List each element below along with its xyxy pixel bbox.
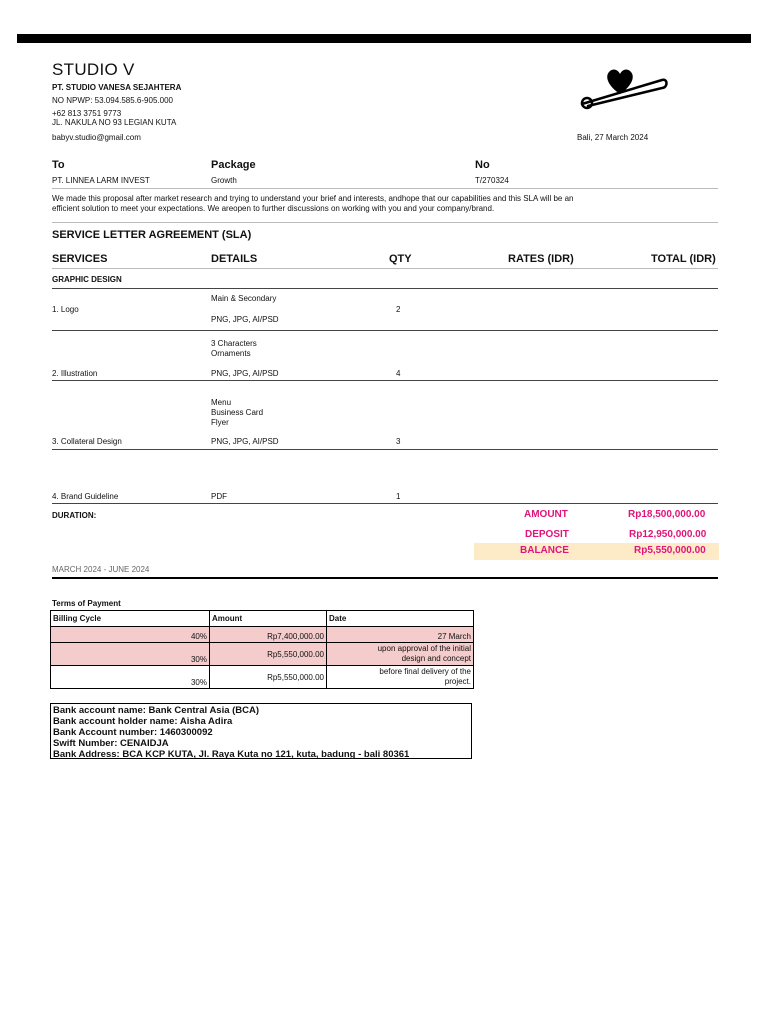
bank-account-name: Bank account name: Bank Central Asia (BCA) (53, 705, 260, 716)
col-details: DETAILS (211, 253, 258, 265)
service-qty: 2 (396, 305, 401, 314)
document-date: Bali, 27 March 2024 (577, 133, 649, 142)
amount-label: AMOUNT (524, 509, 568, 520)
billing-cycle: 30% (51, 643, 210, 666)
intro-line-2: efficient solution to meet your expectations. We areopen to further discussions on working with you and your company/brand. (52, 204, 495, 213)
terms-header: Amount (210, 611, 327, 627)
sla-title: SERVICE LETTER AGREEMENT (SLA) (52, 229, 252, 241)
service-qty: 1 (396, 492, 401, 501)
no-label: No (475, 159, 490, 171)
divider (52, 268, 718, 269)
service-detail: PDF (211, 492, 227, 501)
service-detail: Ornaments (211, 349, 251, 358)
phone: +62 813 3751 9773 (52, 109, 122, 118)
billing-date (327, 666, 474, 689)
intro-line-1: We made this proposal after market research and trying to understand your brief and interests, andhope that our capabilities and this SLA will be an (52, 194, 574, 203)
package-label: Package (211, 159, 256, 171)
to-label: To (52, 159, 65, 171)
service-detail: Business Card (211, 408, 264, 417)
service-name: 2. Illustration (52, 369, 98, 378)
billing-date (327, 643, 474, 666)
service-name: 1. Logo (52, 305, 79, 314)
package-value: Growth (211, 176, 237, 185)
service-name: 3. Collateral Design (52, 437, 122, 446)
billing-cycle: 30% (51, 666, 210, 689)
npwp: NO NPWP: 53.094.585.6-905.000 (52, 96, 173, 105)
billing-date-line: upon approval of the initial (377, 644, 471, 653)
duration-value: MARCH 2024 - JUNE 2024 (52, 565, 150, 574)
col-qty: QTY (389, 253, 412, 265)
divider (52, 222, 718, 223)
service-detail: PNG, JPG, AI/PSD (211, 315, 279, 324)
divider (52, 503, 718, 504)
company-name: PT. STUDIO VANESA SEJAHTERA (52, 83, 182, 92)
billing-date: 27 March (327, 627, 474, 643)
no-value: T/270324 (475, 176, 509, 185)
terms-header: Date (327, 611, 474, 627)
billing-amount: Rp5,550,000.00 (210, 666, 327, 689)
col-total: TOTAL (IDR) (651, 253, 716, 265)
bank-info-box (50, 703, 472, 759)
divider (52, 330, 718, 331)
service-detail: 3 Characters (211, 339, 257, 348)
amount-value: Rp18,500,000.00 (628, 509, 706, 520)
service-qty: 3 (396, 437, 401, 446)
service-detail: PNG, JPG, AI/PSD (211, 437, 279, 446)
service-name: 4. Brand Guideline (52, 492, 119, 501)
service-detail: Menu (211, 398, 232, 407)
billing-date-line: project. (444, 677, 471, 686)
terms-title: Terms of Payment (52, 599, 121, 608)
table-row (51, 627, 474, 643)
divider (52, 380, 718, 381)
top-bar (17, 34, 751, 43)
bank-account-holder: Bank account holder name: Aisha Adira (53, 716, 233, 727)
billing-amount: Rp5,550,000.00 (210, 643, 327, 666)
terms-header: Billing Cycle (51, 611, 210, 627)
billing-date-line: design and concept (401, 654, 471, 663)
divider (52, 288, 718, 289)
deposit-label: DEPOSIT (525, 529, 569, 540)
billing-date-line: before final delivery of the (379, 667, 471, 676)
col-rates: RATES (IDR) (508, 253, 574, 265)
service-detail: Main & Secondary (211, 294, 277, 303)
studio-name: STUDIO V (52, 60, 135, 79)
to-value: PT. LINNEA LARM INVEST (52, 176, 150, 185)
bank-address: Bank Address: BCA KCP KUTA, Jl. Raya Kuta no 121, kuta, badung - bali 80361 (53, 749, 410, 760)
service-detail: PNG, JPG, AI/PSD (211, 369, 279, 378)
billing-amount: Rp7,400,000.00 (210, 627, 327, 643)
terms-table (50, 610, 474, 689)
duration-label: DURATION: (52, 511, 97, 520)
balance-value: Rp5,550,000.00 (634, 545, 706, 556)
divider (52, 188, 718, 189)
heart-safety-pin-icon (578, 64, 670, 112)
service-qty: 4 (396, 369, 401, 378)
service-detail: Flyer (211, 418, 229, 427)
billing-cycle: 40% (51, 627, 210, 643)
swift-number: Swift Number: CENAIDJA (53, 738, 169, 749)
divider (52, 577, 718, 579)
category-label: GRAPHIC DESIGN (52, 275, 122, 284)
address: JL. NAKULA NO 93 LEGIAN KUTA (52, 118, 177, 127)
table-row (51, 643, 474, 666)
deposit-value: Rp12,950,000.00 (629, 529, 707, 540)
col-services: SERVICES (52, 253, 108, 265)
table-row (51, 666, 474, 689)
bank-account-number: Bank Account number: 1460300092 (53, 727, 213, 738)
balance-label: BALANCE (520, 545, 569, 556)
email: babyv.studio@gmail.com (52, 133, 141, 142)
divider (52, 449, 718, 450)
